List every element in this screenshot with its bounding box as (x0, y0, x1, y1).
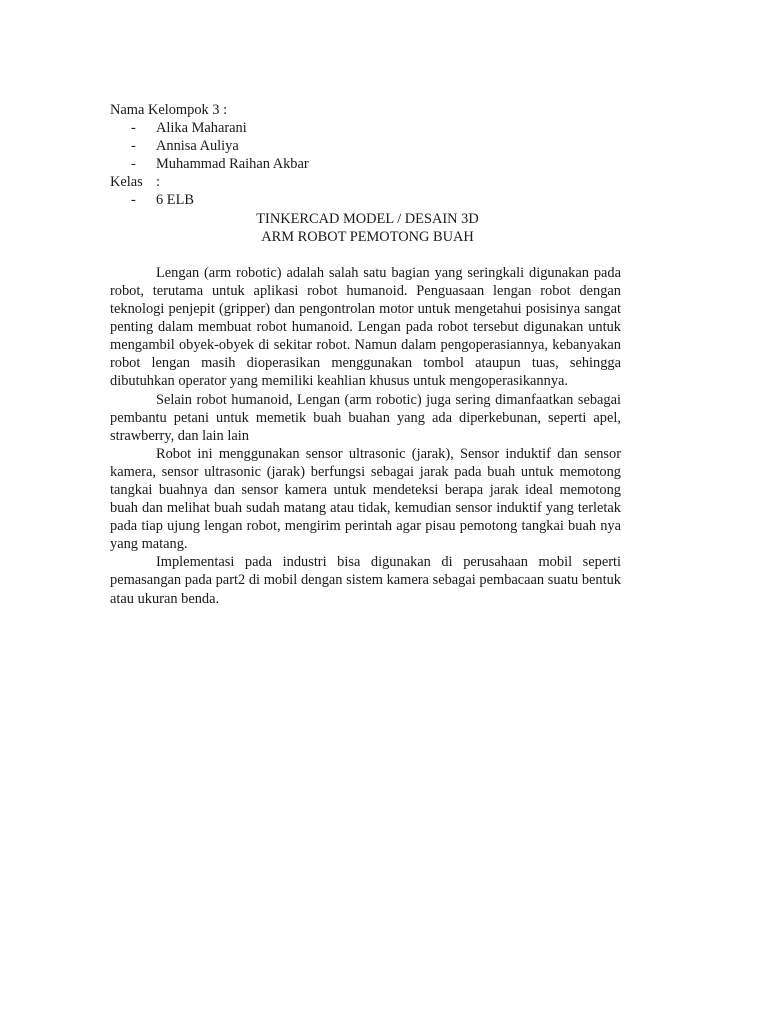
class-row (110, 173, 621, 191)
class-colon: : (156, 174, 160, 191)
member-name: Alika Maharani (156, 120, 247, 137)
paragraph-1: Lengan (arm robotic) adalah salah satu bagian yang seringkali digunakan pada robot, terutama untuk aplikasi robot humanoid. Penguasaan lengan robot dengan teknologi penjepit (gripper) dan pengontrolan motor untuk mengetahui posisinya sangat penting dalam membuat robot humanoid. Lengan pada robot tersebut digunakan untuk mengambil obyek-obyek di sekitar robot. Namun dalam pengoperasiannya, kebanyakan robot lengan masih dioperasikan menggunakan tombol ataupun tuas, sehingga dibutuhkan operator yang memiliki keahlian khusus untuk mengoperasikannya. (110, 264, 621, 390)
document-title (112, 210, 623, 246)
title-line-1: TINKERCAD MODEL / DESAIN 3D (256, 210, 479, 227)
class-label: Kelas (110, 174, 143, 191)
bullet-dash: - (131, 120, 136, 137)
member-item (110, 155, 621, 173)
class-item (110, 191, 621, 209)
member-item (110, 119, 621, 137)
paragraph-3: Robot ini menggunakan sensor ultrasonic (jarak), Sensor induktif dan sensor kamera, sensor ultrasonic (jarak) berfungsi sebagai jarak pada buah untuk memotong tangkai buahnya dan sensor kamera untuk mendeteksi berapa jarak ideal memotong buah dan melihat buah sudah matang atau tidak, kemudian sensor induktif yang terletak pada tiap ujung lengan robot, mengirim perintah agar pisau pemotong tangkai buah nya yang matang. (110, 445, 621, 553)
bullet-dash: - (131, 192, 136, 209)
bullet-dash: - (131, 156, 136, 173)
blank-line (110, 246, 621, 264)
member-name: Annisa Auliya (156, 138, 239, 155)
group-label: Nama Kelompok 3 : (110, 102, 228, 118)
member-item (110, 137, 621, 155)
paragraph-4: Implementasi pada industri bisa digunakan di perusahaan mobil seperti pemasangan pada part2 di mobil dengan sistem kamera sebagai pembacaan suatu bentuk atau ukuran benda. (110, 554, 621, 607)
paragraph-2: Selain robot humanoid, Lengan (arm robotic) juga sering dimanfaatkan sebagai pembantu petani untuk memetik buah buahan yang ada diperkebunan, seperti apel, strawberry, dan lain lain (110, 391, 621, 444)
bullet-dash: - (131, 138, 136, 155)
member-name: Muhammad Raihan Akbar (156, 156, 309, 173)
title-line-2: ARM ROBOT PEMOTONG BUAH (261, 228, 474, 245)
class-value: 6 ELB (156, 192, 194, 209)
document-page (110, 101, 621, 608)
